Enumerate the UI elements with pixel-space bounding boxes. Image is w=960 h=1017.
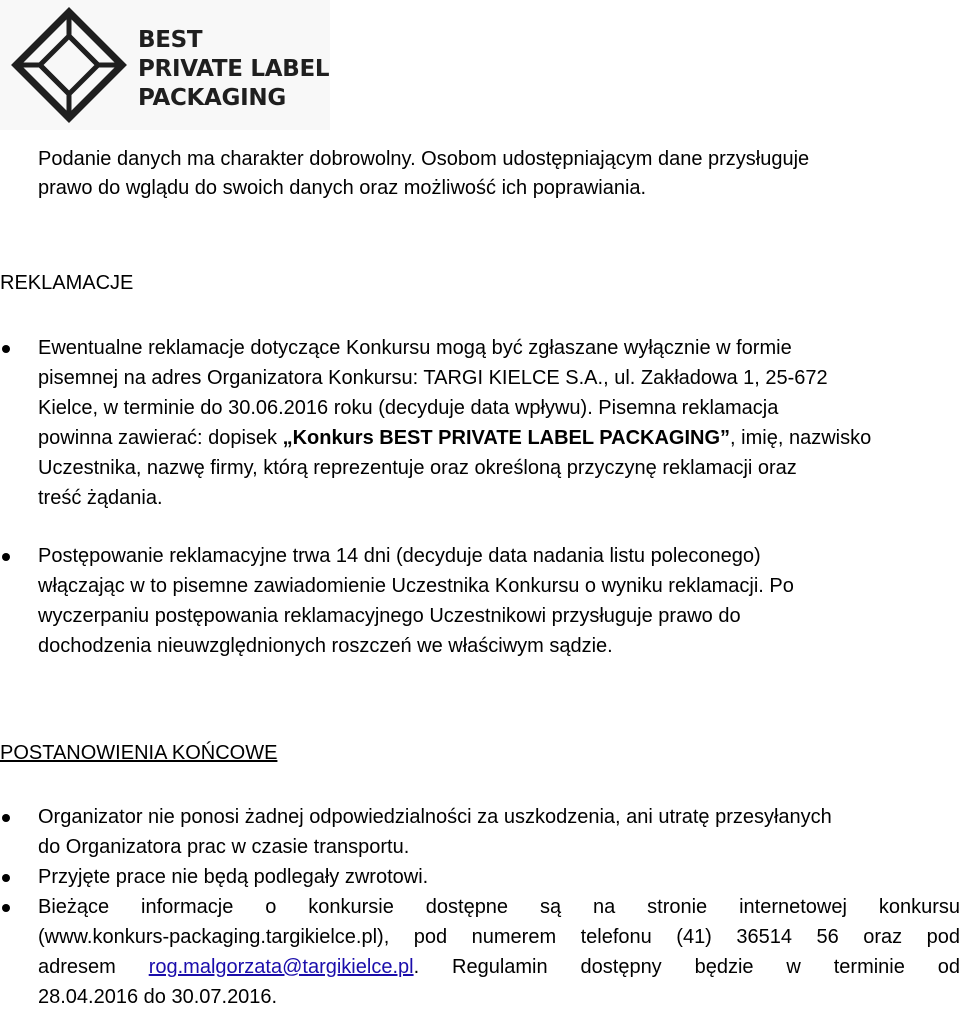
reklamacje-list [0, 333, 960, 661]
text-segment: , imię, nazwisko [730, 427, 872, 449]
section-heading-reklamacje: REKLAMACJE [0, 272, 134, 294]
contest-name-bold: „Konkurs BEST PRIVATE LABEL PACKAGING” [282, 427, 731, 449]
text-line: Postępowanie reklamacyjne trwa 14 dni (decyduje data nadania listu poleconego) [38, 545, 761, 567]
list-item [0, 541, 960, 661]
bullet-icon [2, 874, 10, 882]
list-item [0, 862, 960, 892]
text-segment: adresem [38, 956, 149, 978]
postanowienia-list [0, 802, 960, 1012]
text-line: treść żądania. [38, 487, 163, 509]
logo-cube-icon [10, 6, 128, 124]
text-line: 28.04.2016 do 30.07.2016. [38, 986, 278, 1008]
bullet-icon [2, 814, 10, 822]
text-line: (www.konkurs-packaging.targikielce.pl), pod numerem telefonu (41) 36514 56 oraz pod [38, 926, 960, 948]
bullet-icon [2, 553, 10, 561]
text-line: Ewentualne reklamacje dotyczące Konkursu mogą być zgłaszane wyłącznie w formie [38, 337, 792, 359]
intro-paragraph [38, 145, 960, 203]
text-segment: . Regulamin dostępny będzie w terminie od [413, 956, 960, 978]
text-line: pisemnej na adres Organizatora Konkursu: TARGI KIELCE S.A., ul. Zakładowa 1, 25-672 [38, 367, 828, 389]
intro-line-2: prawo do wglądu do swoich danych oraz możliwość ich poprawiania. [38, 177, 647, 199]
logo-line-private-label: PRIVATE LABEL [138, 56, 330, 82]
intro-line-1: Podanie danych ma charakter dobrowolny. Osobom udostępniającym dane przysługuje [38, 148, 810, 170]
logo-line-best: BEST [138, 27, 203, 53]
logo [0, 0, 330, 130]
list-item [0, 802, 960, 862]
bullet-icon [2, 904, 10, 912]
list-item [0, 333, 960, 513]
text-line: Kielce, w terminie do 30.06.2016 roku (decyduje data wpływu). Pisemna reklamacja [38, 397, 779, 419]
logo-line-packaging: PACKAGING [138, 85, 286, 111]
list-item [0, 892, 960, 1012]
text-line: Przyjęte prace nie będą podlegały zwrotowi. [38, 866, 429, 888]
email-link[interactable]: rog.malgorzata@targikielce.pl [148, 956, 414, 978]
section-heading-postanowienia: POSTANOWIENIA KOŃCOWE [0, 742, 278, 764]
bullet-icon [2, 345, 10, 353]
logo-wordmark [138, 26, 329, 113]
text-line: wyczerpaniu postępowania reklamacyjnego Uczestnikowi przysługuje prawo do [38, 605, 741, 627]
text-line: włączając w to pisemne zawiadomienie Uczestnika Konkursu o wyniku reklamacji. Po [38, 575, 794, 597]
text-line: dochodzenia nieuwzględnionych roszczeń we właściwym sądzie. [38, 635, 613, 657]
text-line: Bieżące informacje o konkursie dostępne są na stronie internetowej konkursu [38, 896, 960, 918]
text-line [38, 952, 960, 982]
text-line: Organizator nie ponosi żadnej odpowiedzialności za uszkodzenia, ani utratę przesyłanych [38, 806, 832, 828]
text-line: Uczestnika, nazwę firmy, którą reprezentuje oraz określoną przyczynę reklamacji oraz [38, 457, 797, 479]
text-segment: powinna zawierać: dopisek [38, 427, 283, 449]
text-line [38, 423, 960, 453]
text-line: do Organizatora prac w czasie transportu. [38, 836, 410, 858]
